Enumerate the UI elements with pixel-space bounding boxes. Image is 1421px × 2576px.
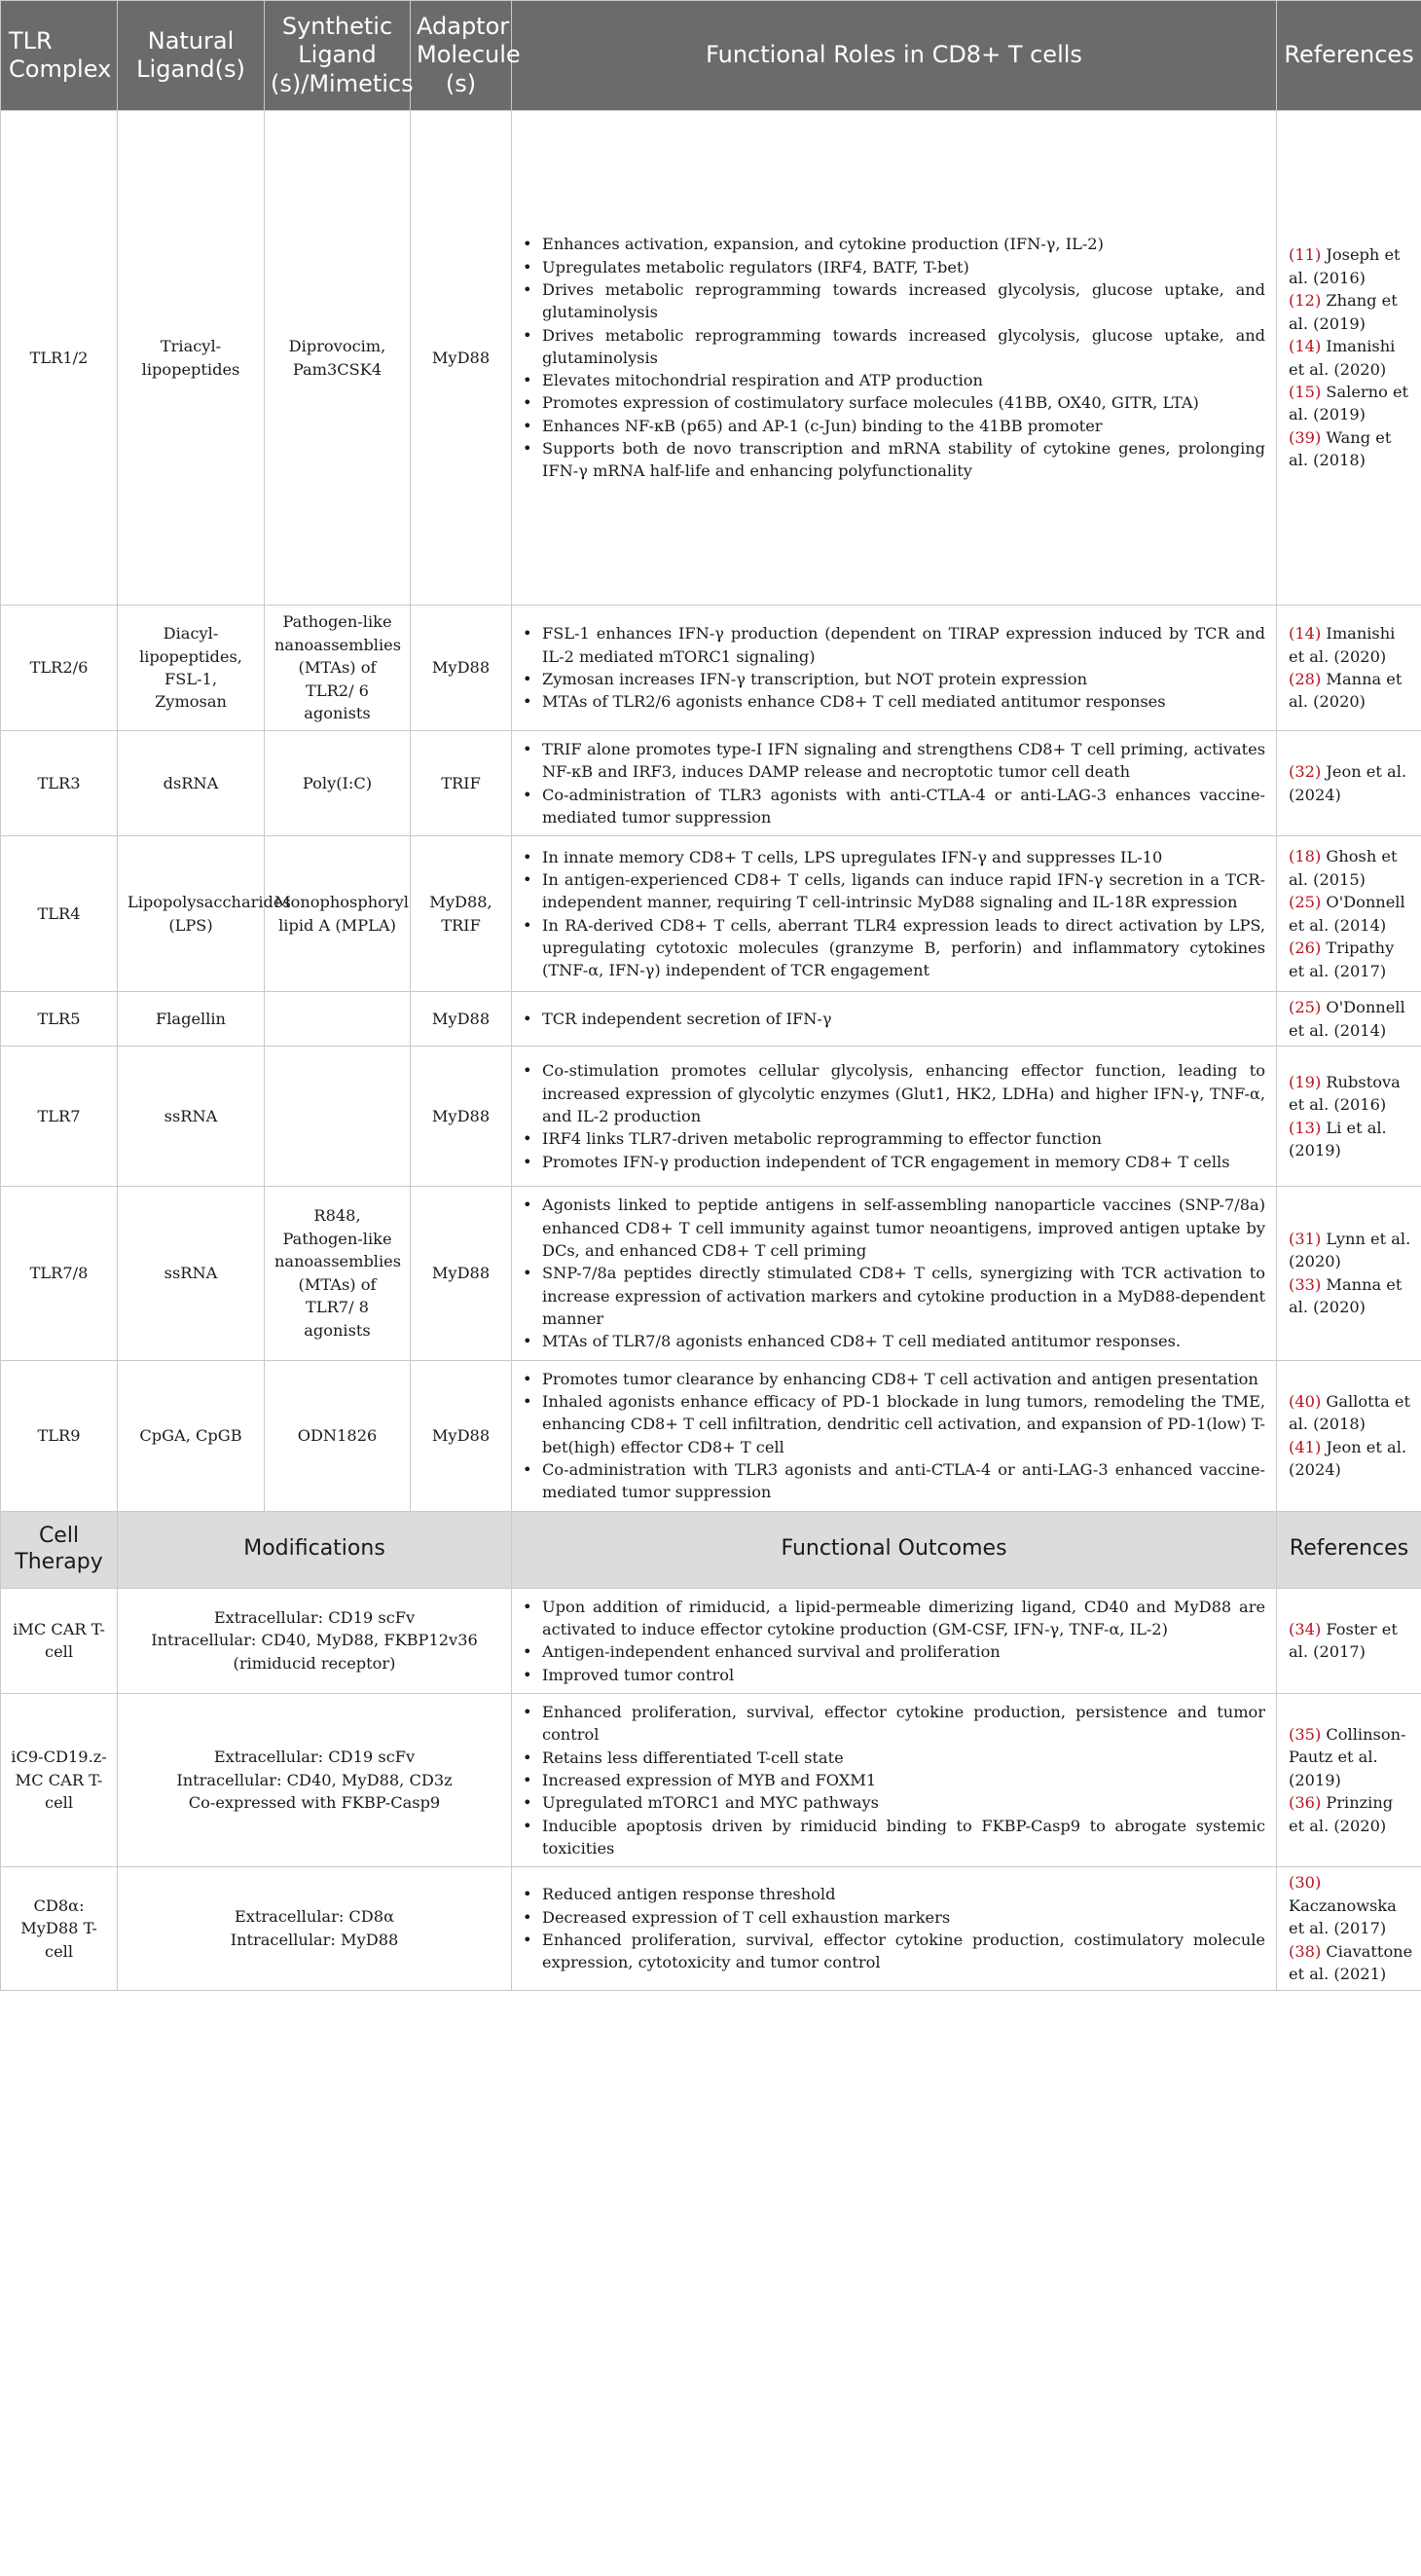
functional-outcomes-cell [512,1588,1277,1693]
reference-text: Salerno et al. (2019) [1289,382,1409,424]
tlr-row [1,992,1421,1047]
reference-entry [1289,1940,1413,1986]
bullet-item: • Elevates mitochondrial respiration and ATP production [542,369,1265,391]
reference-number: (39) [1289,427,1322,447]
modification-line: Co-expressed with FKBP-Casp9 [188,1793,441,1813]
tlr-row [1,606,1421,731]
bullet-item: • SNP-7/8a peptides directly stimulated CD8+ T cells, synergizing with TCR activation to increase expression of activation markers and cytokine production in a MyD88-dependent manner [542,1262,1265,1330]
reference-entry [1289,1436,1413,1482]
reference-number: (14) [1289,337,1322,356]
adaptor-molecule-cell: MyD88 [411,1187,512,1360]
bullet-list [513,1362,1275,1510]
synthetic-ligand-cell: Pathogen-like nanoassemblies (MTAs) of TLR2/ 6 agonists [265,606,411,731]
natural-ligand-cell: Lipopolysaccharides (LPS) [118,836,265,992]
functional-roles-cell [512,1360,1277,1511]
references-cell [1277,111,1421,606]
reference-entry [1289,243,1413,289]
bullet-list [513,1877,1275,1979]
natural-ligand-cell: CpGA, CpGB [118,1360,265,1511]
reference-text: Lynn et al. (2020) [1289,1229,1411,1271]
reference-entry [1289,1117,1413,1162]
bullet-item: • Decreased expression of T cell exhaustion markers [542,1906,1265,1929]
adaptor-molecule-cell: MyD88 [411,111,512,606]
functional-roles-cell [512,1187,1277,1360]
synthetic-ligand-cell [265,992,411,1047]
reference-entry [1289,891,1413,937]
bullet-item: • Zymosan increases IFN-γ transcription, but NOT protein expression [542,668,1265,690]
reference-number: (14) [1289,624,1322,644]
reference-text: O'Donnell et al. (2014) [1289,893,1405,935]
reference-number: (35) [1289,1724,1322,1744]
tlr-header-row [1,1,1421,111]
tlr-row [1,1187,1421,1360]
functional-roles-cell [512,1047,1277,1187]
reference-number: (38) [1289,1941,1322,1961]
cell-therapy-row [1,1588,1421,1693]
tlr-complex-cell: TLR1/2 [1,111,118,606]
reference-number: (25) [1289,893,1322,912]
tlr-complex-cell: TLR4 [1,836,118,992]
adaptor-molecule-cell: MyD88 [411,1360,512,1511]
bullet-item: • Retains less differentiated T-cell state [542,1747,1265,1769]
bullet-item: • Inducible apoptosis driven by rimiducid binding to FKBP-Casp9 to abrogate systemic toxicities [542,1815,1265,1860]
bullet-item: • Supports both de novo transcription and mRNA stability of cytokine genes, prolonging IFN-γ mRNA half-life and enhancing polyfunctionality [542,437,1265,483]
tlr-complex-cell: TLR9 [1,1360,118,1511]
bullet-item: • MTAs of TLR7/8 agonists enhanced CD8+ T cell mediated antitumor responses. [542,1330,1265,1352]
functional-roles-cell [512,731,1277,836]
reference-entry [1289,335,1413,381]
reference-entry [1289,1273,1413,1319]
bullet-item: • Upregulated mTORC1 and MYC pathways [542,1791,1265,1814]
cell-therapy-row [1,1693,1421,1866]
modification-line: Extracellular: CD19 scFv [213,1748,416,1767]
bullet-item: • IRF4 links TLR7-driven metabolic reprogramming to effector function [542,1127,1265,1150]
reference-text: Wang et al. (2018) [1289,427,1392,470]
reference-number: (41) [1289,1437,1322,1456]
bullet-list [513,1188,1275,1358]
modification-line: Extracellular: CD8α [234,1907,395,1927]
bullet-item: • Improved tumor control [542,1664,1265,1686]
tlr-complex-cell: TLR7/8 [1,1187,118,1360]
tlr-row [1,1047,1421,1187]
cell-therapy-name-cell: CD8α: MyD88 T-cell [1,1867,118,1990]
reference-text: Jeon et al. (2024) [1289,762,1407,804]
synthetic-ligand-cell [265,1047,411,1187]
bullet-item: • Agonists linked to peptide antigens in self-assembling nanoparticle vaccines (SNP-7/8a) enhanced CD8+ T cell immunity against tumor neoantigens, improved antigen uptake by DCs, and enhanced CD8+ T cell priming [542,1194,1265,1262]
bullet-item: • Promotes expression of costimulatory surface molecules (41BB, OX40, GITR, LTA) [542,391,1265,414]
modification-line: Intracellular: MyD88 [230,1930,399,1949]
tlr-row [1,731,1421,836]
reference-number: (33) [1289,1274,1322,1294]
reference-text: Kaczanowska et al. (2017) [1289,1895,1397,1938]
reference-number: (34) [1289,1619,1322,1638]
natural-ligand-cell: dsRNA [118,731,265,836]
bullet-item: • Inhaled agonists enhance efficacy of PD-1 blockade in lung tumors, remodeling the TME, enhancing CD8+ T cell infiltration, dendritic cell activation, and expansion of PD-1(low) T-bet(high) effector CD8+ T cell [542,1390,1265,1458]
tlr-row [1,836,1421,992]
reference-text: Ghosh et al. (2015) [1289,847,1398,889]
adaptor-molecule-cell: MyD88, TRIF [411,836,512,992]
reference-text: Tripathy et al. (2017) [1289,938,1395,980]
reference-number: (31) [1289,1229,1322,1248]
synthetic-ligand-cell: Diprovocim, Pam3CSK4 [265,111,411,606]
reference-text: Ciavattone et al. (2021) [1289,1941,1413,1984]
natural-ligand-cell: Triacyl-lipopeptides [118,111,265,606]
reference-number: (12) [1289,291,1322,311]
reference-text: Prinzing et al. (2020) [1289,1793,1394,1835]
reference-entry [1289,622,1413,668]
modifications-cell [118,1693,512,1866]
references-cell [1277,731,1421,836]
modification-line: Extracellular: CD19 scFv [213,1607,416,1627]
references-cell [1277,1187,1421,1360]
header-functional-outcomes: Functional Outcomes [512,1511,1277,1588]
bullet-item: • Co-administration of TLR3 agonists with anti-CTLA-4 or anti-LAG-3 enhances vaccine-mediated tumor suppression [542,784,1265,829]
bullet-list [513,1695,1275,1865]
bullet-list [513,1002,1275,1036]
modifications-cell [118,1867,512,1990]
functional-outcomes-cell [512,1867,1277,1990]
bullet-item: • Antigen-independent enhanced survival and proliferation [542,1640,1265,1663]
cell-therapy-header-row [1,1511,1421,1588]
reference-text: Rubstova et al. (2016) [1289,1072,1401,1115]
reference-entry [1289,845,1413,891]
tlr-row [1,1360,1421,1511]
bullet-item: • Enhances activation, expansion, and cytokine production (IFN-γ, IL-2) [542,233,1265,255]
references-cell [1277,1693,1421,1866]
bullet-item: • Increased expression of MYB and FOXM1 [542,1769,1265,1791]
reference-text: Imanishi et al. (2020) [1289,624,1396,666]
bullet-list [513,732,1275,834]
reference-entry [1289,937,1413,982]
reference-number: (19) [1289,1072,1322,1091]
bullet-item: • Enhances NF-κB (p65) and AP-1 (c-Jun) binding to the 41BB promoter [542,415,1265,437]
functional-roles-cell [512,992,1277,1047]
bullet-item: • Promotes IFN-γ production independent of TCR engagement in memory CD8+ T cells [542,1151,1265,1173]
reference-number: (32) [1289,762,1322,782]
reference-entry [1289,760,1413,806]
reference-text: Jeon et al. (2024) [1289,1437,1407,1480]
bullet-item: • In innate memory CD8+ T cells, LPS upregulates IFN-γ and suppresses IL-10 [542,846,1265,868]
reference-entry [1289,1791,1413,1837]
reference-number: (28) [1289,670,1322,688]
tlr-complex-cell: TLR7 [1,1047,118,1187]
reference-entry [1289,1390,1413,1436]
functional-roles-cell [512,836,1277,992]
adaptor-molecule-cell: MyD88 [411,1047,512,1187]
reference-entry [1289,426,1413,472]
reference-entry [1289,289,1413,335]
reference-number: (30) [1289,1873,1322,1893]
tlr-row [1,111,1421,606]
reference-number: (25) [1289,998,1322,1017]
references-cell [1277,1047,1421,1187]
reference-entry [1289,1071,1413,1117]
header-adaptor-molecule: Adaptor Molecule (s) [411,1,512,111]
bullet-item: • Promotes tumor clearance by enhancing CD8+ T cell activation and antigen presentation [542,1368,1265,1390]
cell-therapy-name-cell: iC9-CD19.z-MC CAR T-cell [1,1693,118,1866]
references-cell [1277,836,1421,992]
natural-ligand-cell: Flagellin [118,992,265,1047]
bullet-item: • Drives metabolic reprogramming towards increased glycolysis, glucose uptake, and glutaminolysis [542,278,1265,324]
reference-text: Imanishi et al. (2020) [1289,337,1396,379]
reference-text: Gallotta et al. (2018) [1289,1391,1410,1434]
reference-text: Li et al. (2019) [1289,1118,1387,1160]
references-cell [1277,992,1421,1047]
natural-ligand-cell: ssRNA [118,1047,265,1187]
reference-text: Joseph et al. (2016) [1289,245,1401,287]
reference-text: O'Donnell et al. (2014) [1289,998,1405,1040]
bullet-list [513,616,1275,718]
reference-number: (26) [1289,938,1322,958]
reference-text: Zhang et al. (2019) [1289,291,1398,333]
header-modifications: Modifications [118,1511,512,1588]
bullet-item: • TCR independent secretion of IFN-γ [542,1008,1265,1030]
header-functional-roles: Functional Roles in CD8+ T cells [512,1,1277,111]
functional-roles-cell [512,606,1277,731]
bullet-item: • Reduced antigen response threshold [542,1883,1265,1905]
bullet-list [513,1590,1275,1692]
tlr-complex-cell: TLR2/6 [1,606,118,731]
references-cell [1277,606,1421,731]
bullet-item: • Enhanced proliferation, survival, effector cytokine production, costimulatory molecule expression, cytotoxicity and tumor control [542,1929,1265,1974]
reference-entry [1289,1618,1413,1664]
bullet-list [513,840,1275,988]
reference-number: (15) [1289,382,1322,401]
synthetic-ligand-cell: Poly(I:C) [265,731,411,836]
bullet-item: • Enhanced proliferation, survival, effector cytokine production, persistence and tumor control [542,1701,1265,1747]
cell-therapy-name-cell: iMC CAR T-cell [1,1588,118,1693]
functional-roles-cell [512,111,1277,606]
bullet-item: • FSL-1 enhances IFN-γ production (dependent on TIRAP expression induced by TCR and IL-2 mediated mTORC1 signaling) [542,622,1265,668]
modification-line: (rimiducid receptor) [233,1653,396,1673]
reference-entry [1289,1723,1413,1791]
adaptor-molecule-cell: TRIF [411,731,512,836]
bullet-item: • Co-stimulation promotes cellular glycolysis, enhancing effector function, leading to increased expression of glycolytic enzymes (Glut1, HK2, LDHa) and higher IFN-γ, TNF-α, and IL-2 production [542,1059,1265,1127]
bullet-list [513,1053,1275,1179]
bullet-item: • TRIF alone promotes type-I IFN signaling and strengthens CD8+ T cell priming, activates NF-κB and IRF3, induces DAMP release and necroptotic tumor cell death [542,738,1265,784]
bullet-item: • In RA-derived CD8+ T cells, aberrant TLR4 expression leads to direct activation by LPS, upregulating cytotoxic molecules (granzyme B, perforin) and inflammatory cytokines (TNF-α, IFN-γ) independent of TCR engagement [542,914,1265,982]
reference-text: Manna et al. (2020) [1289,1274,1403,1317]
reference-entry [1289,996,1413,1042]
modifications-cell [118,1588,512,1693]
header-references: References [1277,1,1421,111]
synthetic-ligand-cell: ODN1826 [265,1360,411,1511]
reference-entry [1289,381,1413,426]
modification-line: Intracellular: CD40, MyD88, CD3z [176,1770,453,1789]
synthetic-ligand-cell: Monophosphoryl lipid A (MPLA) [265,836,411,992]
header-cell-references: References [1277,1511,1421,1588]
tlr-complex-cell: TLR3 [1,731,118,836]
references-cell [1277,1588,1421,1693]
bullet-item: • MTAs of TLR2/6 agonists enhance CD8+ T cell mediated antitumor responses [542,690,1265,713]
synthetic-ligand-cell: R848, Pathogen-like nanoassemblies (MTAs) of TLR7/ 8 agonists [265,1187,411,1360]
reference-entry [1289,1871,1413,1939]
bullet-item: • Co-administration with TLR3 agonists and anti-CTLA-4 or anti-LAG-3 enhanced vaccine-mediated tumor suppression [542,1458,1265,1504]
references-cell [1277,1360,1421,1511]
tlr-complex-cell: TLR5 [1,992,118,1047]
reference-number: (13) [1289,1118,1322,1137]
functional-outcomes-cell [512,1693,1277,1866]
reference-number: (18) [1289,847,1322,866]
bullet-item: • Drives metabolic reprogramming towards increased glycolysis, glucose uptake, and glutaminolysis [542,324,1265,370]
natural-ligand-cell: Diacyl-lipopeptides, FSL-1, Zymosan [118,606,265,731]
header-synthetic-ligands: Synthetic Ligand (s)/Mimetics [265,1,411,111]
natural-ligand-cell: ssRNA [118,1187,265,1360]
references-cell [1277,1867,1421,1990]
bullet-item: • Upregulates metabolic regulators (IRF4, BATF, T-bet) [542,256,1265,278]
reference-entry [1289,1228,1413,1273]
header-cell-therapy: Cell Therapy [1,1511,118,1588]
header-natural-ligands: Natural Ligand(s) [118,1,265,111]
reference-text: Collinson-Pautz et al. (2019) [1289,1724,1406,1789]
adaptor-molecule-cell: MyD88 [411,606,512,731]
modification-line: Intracellular: CD40, MyD88, FKBP12v36 [151,1631,478,1650]
cell-therapy-row [1,1867,1421,1990]
reference-number: (11) [1289,245,1322,265]
header-tlr-complex: TLR Complex [1,1,118,111]
reference-number: (40) [1289,1391,1322,1411]
bullet-list [513,227,1275,489]
adaptor-molecule-cell: MyD88 [411,992,512,1047]
bullet-item: • Upon addition of rimiducid, a lipid-permeable dimerizing ligand, CD40 and MyD88 are activated to induce effector cytokine production (GM-CSF, IFN-γ, TNF-α, IL-2) [542,1596,1265,1641]
reference-text: Manna et al. (2020) [1289,670,1403,712]
reference-entry [1289,668,1413,714]
reference-number: (36) [1289,1793,1322,1813]
bullet-item: • In antigen-experienced CD8+ T cells, ligands can induce rapid IFN-γ secretion in a TCR-independent manner, requiring T cell-intrinsic MyD88 signaling and IL-18R expression [542,868,1265,914]
reference-text: Foster et al. (2017) [1289,1619,1398,1662]
